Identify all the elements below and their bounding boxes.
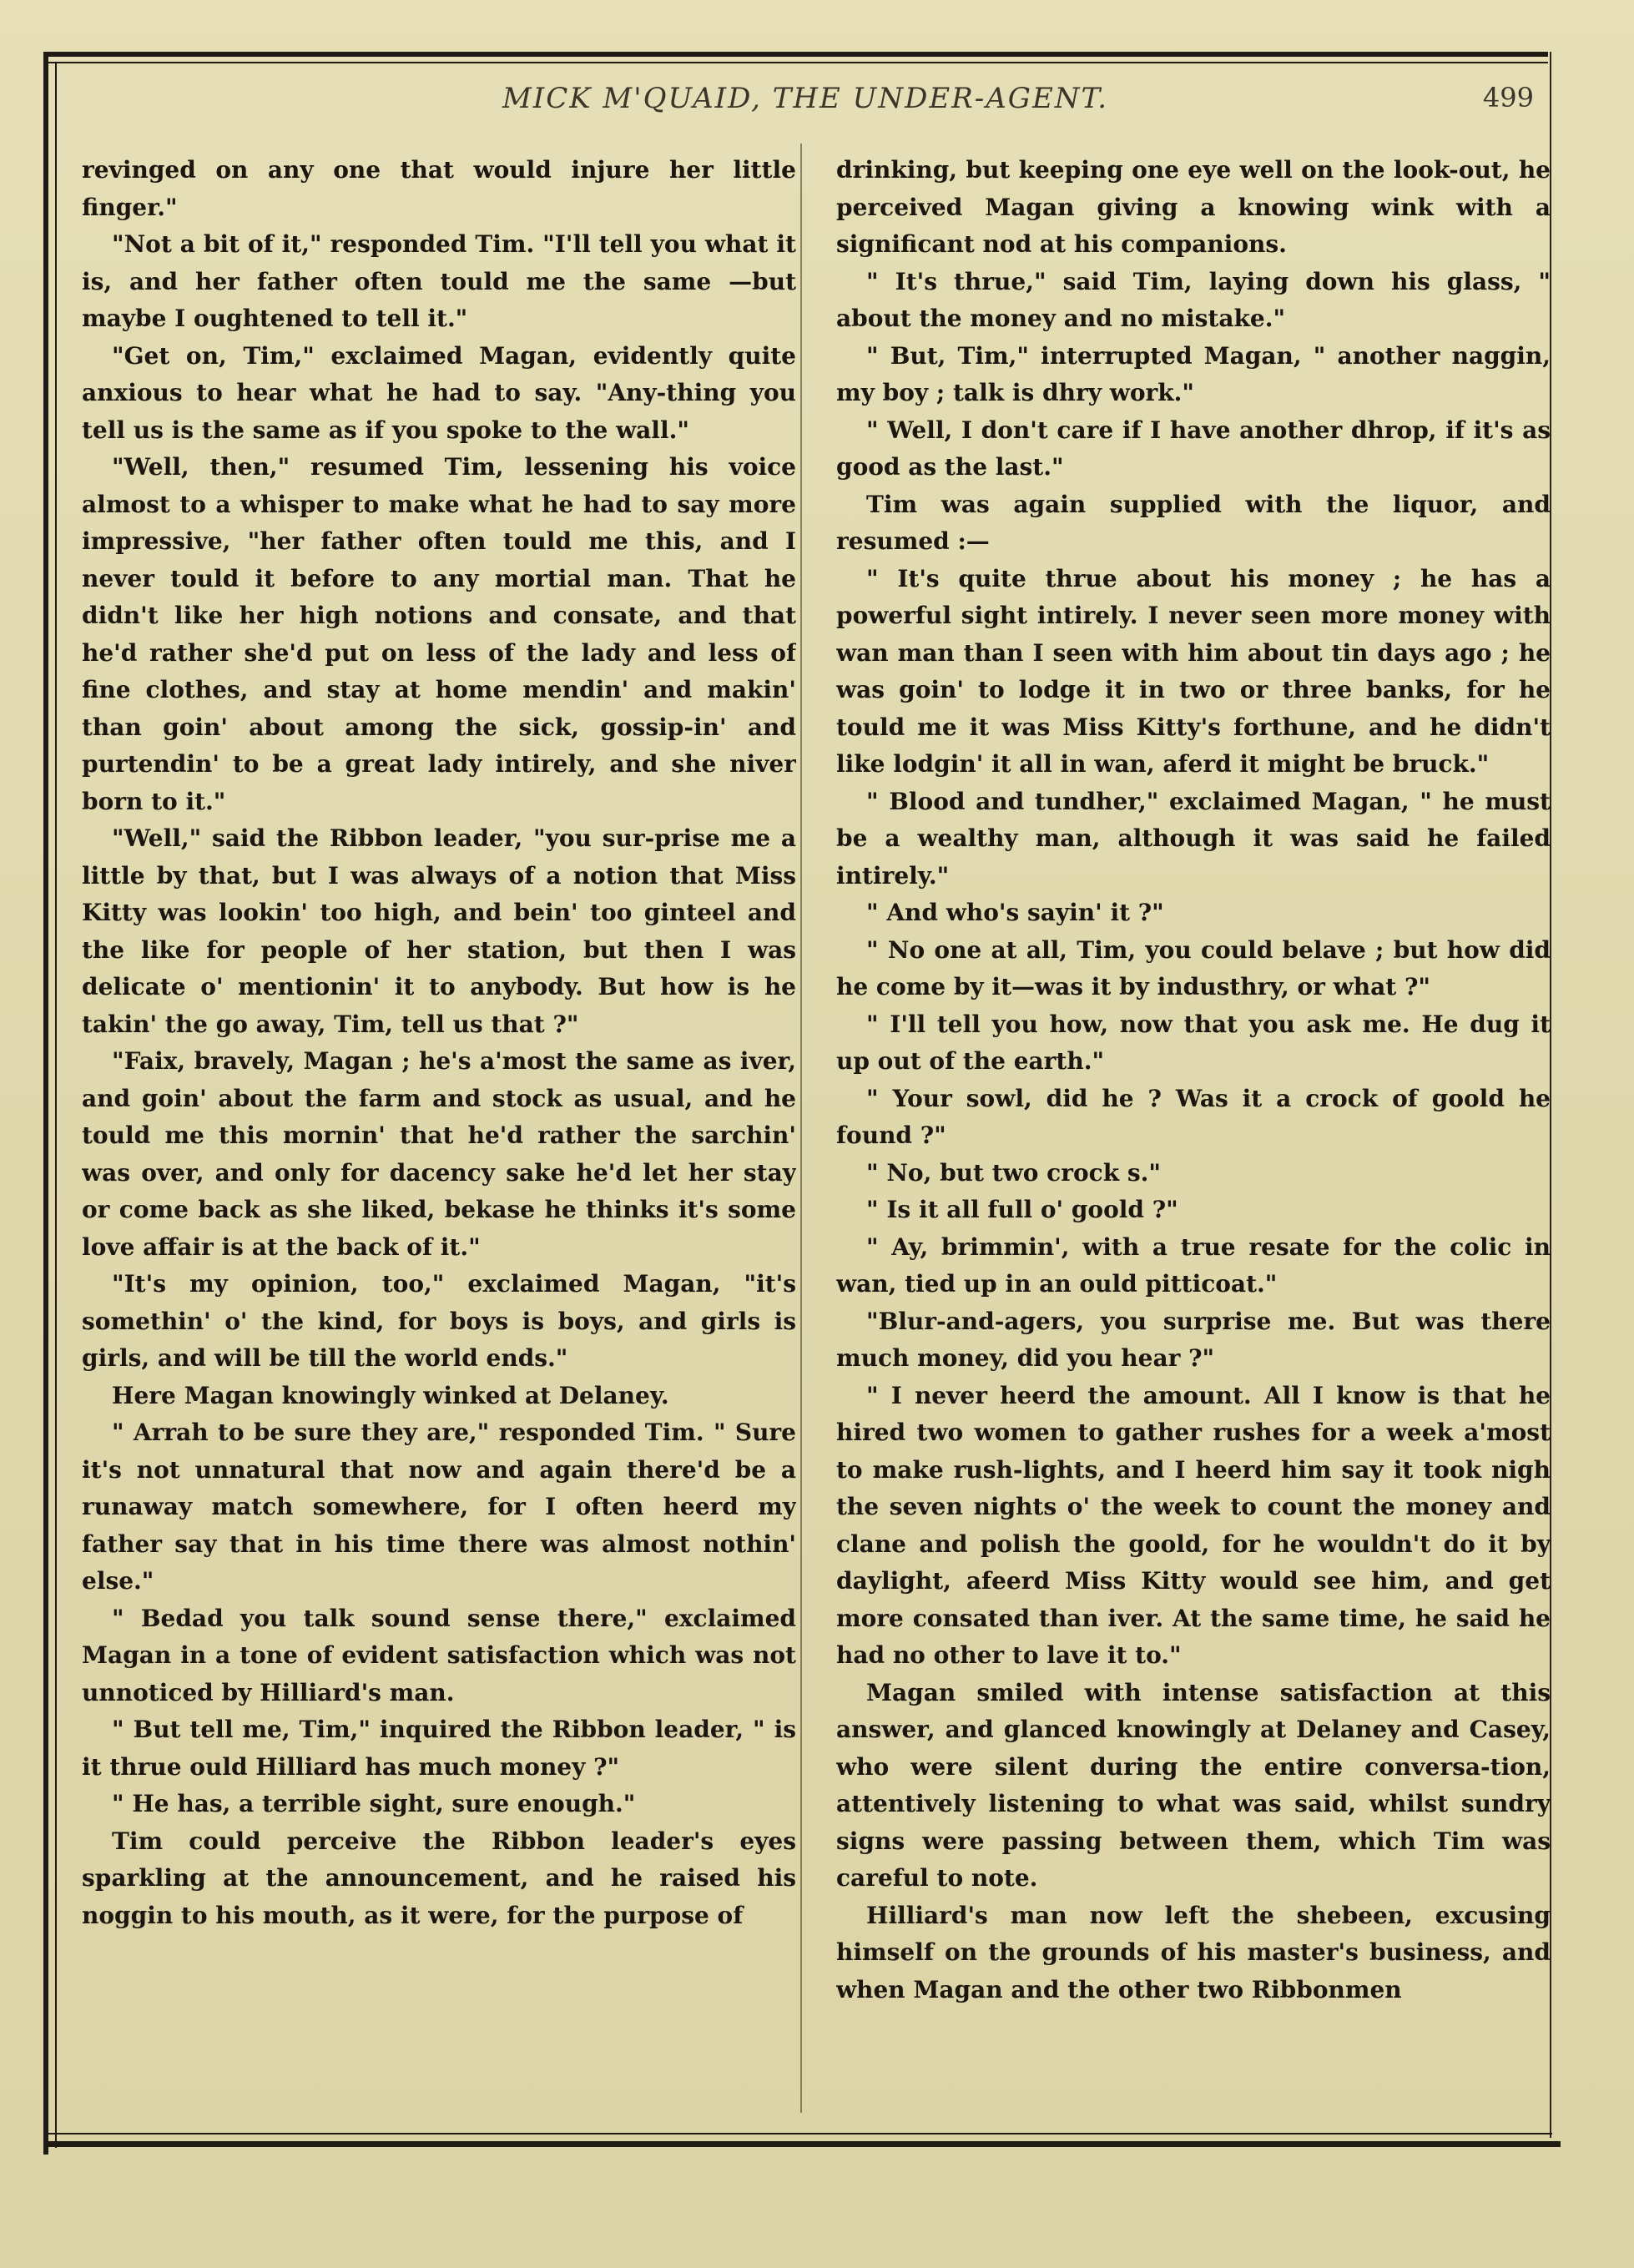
border-left-thick [43,52,48,2155]
paragraph: " No one at all, Tim, you could belave ; but how did he come by it—was it by industhry, or what ?" [836,935,1551,1000]
paragraph: drinking, but keeping one eye well on the look-out, he perceived Magan giving a knowing wink with a significant nod at his companions. [836,156,1551,258]
left-column [82,152,796,2121]
border-top-thick [46,52,1548,57]
paragraph: "Well," said the Ribbon leader, "you sur-prise me a little by that, but I was always of a notion that Miss Kitty was lookin' too high, and bein' too ginteel and the like for people of her station, but then I was delicate o' mentionin' it to anybody. But how is he takin' the go away, Tim, tell us that ?" [82,824,796,1038]
paragraph: " Bedad you talk sound sense there," exclaimed Magan in a tone of evident satisfaction which was not unnoticed by Hilliard's man. [82,1604,796,1706]
paragraph: " Arrah to be sure they are," responded Tim. " Sure it's not unnatural that now and again there'd be a runaway match somewhere, for I often heerd my father say that in his time there was almost nothin' else." [82,1419,796,1595]
paragraph: " Is it all full o' goold ?" [866,1196,1178,1223]
paragraph: "Blur-and-agers, you surprise me. But was there much money, did you hear ?" [836,1307,1551,1372]
border-bottom-thin [46,2133,1552,2134]
paragraph: revinged on any one that would injure her little finger." [82,156,796,221]
paragraph: Hilliard's man now left the shebeen, excusing himself on the grounds of his master's business, and when Magan and the other two Ribbonmen [836,1901,1551,2003]
paragraph: " I never heerd the amount. All I know is that he hired two women to gather rushes for a week a'most to make rush-lights, and I heerd him say it took nigh the seven nights o' the week to count the money and clane and polish the goold, for he wouldn't do it by daylight, afeerd Miss Kitty would see him, and get more consated than iver. At the same time, he said he had no other to lave it to." [836,1381,1551,1669]
border-left-thin [55,62,57,2148]
paragraph: "Faix, bravely, Magan ; he's a'most the same as iver, and goin' about the farm and stock as usual, and he tould me this mornin' that he'd rather the sarchin' was over, and only for dacency sake he'd let her stay or come back as she liked, bekase he thinks it's some love affair is at the back of it." [82,1047,796,1261]
paragraph: " No, but two crock s." [866,1158,1161,1187]
paragraph: " I'll tell you how, now that you ask me. He dug it up out of the earth." [836,1010,1551,1075]
border-bottom-thick [46,2141,1561,2147]
paragraph: " He has, a terrible sight, sure enough." [112,1790,636,1817]
page-header [67,82,1544,132]
running-title: MICK M'QUAID, THE UNDER-AGENT. [502,82,1109,115]
paragraph: "It's my opinion, too," exclaimed Magan, "it's somethin' o' the kind, for boys is boys, and girls is girls, and will be till the world ends." [82,1270,796,1372]
border-top-thin [46,62,1548,63]
paragraph: " And who's sayin' it ?" [866,899,1164,926]
paragraph: " Well, I don't care if I have another dhrop, if it's as good as the last." [836,416,1551,481]
paragraph: "Not a bit of it," responded Tim. "I'll tell you what it is, and her father often tould me the same —but maybe I oughtened to tell it." [82,230,796,332]
paragraph: " Ay, brimmin', with a true resate for the colic in wan, tied up in an ould pitticoat." [836,1232,1551,1298]
paragraph: "Get on, Tim," exclaimed Magan, evidently quite anxious to hear what he had to say. "Any-thing you tell us is the same as if you spoke to the wall." [82,341,796,444]
column-divider [800,144,802,2113]
paragraph: " Your sowl, did he ? Was it a crock of goold he found ?" [836,1084,1551,1149]
paragraph: " But tell me, Tim," inquired the Ribbon leader, " is it thrue ould Hilliard has much money ?" [82,1716,796,1781]
paragraph: Tim was again supplied with the liquor, and resumed :— [836,490,1551,555]
paragraph: Tim could perceive the Ribbon leader's eyes sparkling at the announcement, and he raised his noggin to his mouth, as it were, for the purpose of [82,1827,796,1929]
paragraph: "Well, then," resumed Tim, lessening his voice almost to a whisper to make what he had to say more impressive, "her father often tould me this, and I never tould it before to any mortial man. That he didn't like her high notions and consate, and that he'd rather she'd put on less of the lady and less of fine clothes, and stay at home mendin' and makin' than goin' about among the sick, gossip-in' and purtendin' to be a great lady intirely, and she niver born to it." [82,453,796,815]
right-column [836,152,1551,2121]
paragraph: Here Magan knowingly winked at Delaney. [112,1381,669,1409]
page-number: 499 [1482,82,1534,113]
paragraph: " It's thrue," said Tim, laying down his glass, " about the money and no mistake." [836,267,1551,332]
paragraph: " But, Tim," interrupted Magan, " another naggin, my boy ; talk is dhry work." [836,341,1551,406]
paragraph: Magan smiled with intense satisfaction at this answer, and glanced knowingly at Delaney and Casey, who were silent during the entire conversa-tion, attentively listening to what was said, whilst sundry signs were passing between them, which Tim was careful to note. [836,1678,1551,1892]
paragraph: " It's quite thrue about his money ; he has a powerful sight intirely. I never seen more money with wan man than I seen with him about tin days ago ; he was goin' to lodge it in two or three banks, for he tould me it was Miss Kitty's forthune, and he didn't like lodgin' it all in wan, aferd it might be bruck." [836,564,1551,778]
paragraph: " Blood and tundher," exclaimed Magan, " he must be a wealthy man, although it was said he failed intirely." [836,787,1551,890]
